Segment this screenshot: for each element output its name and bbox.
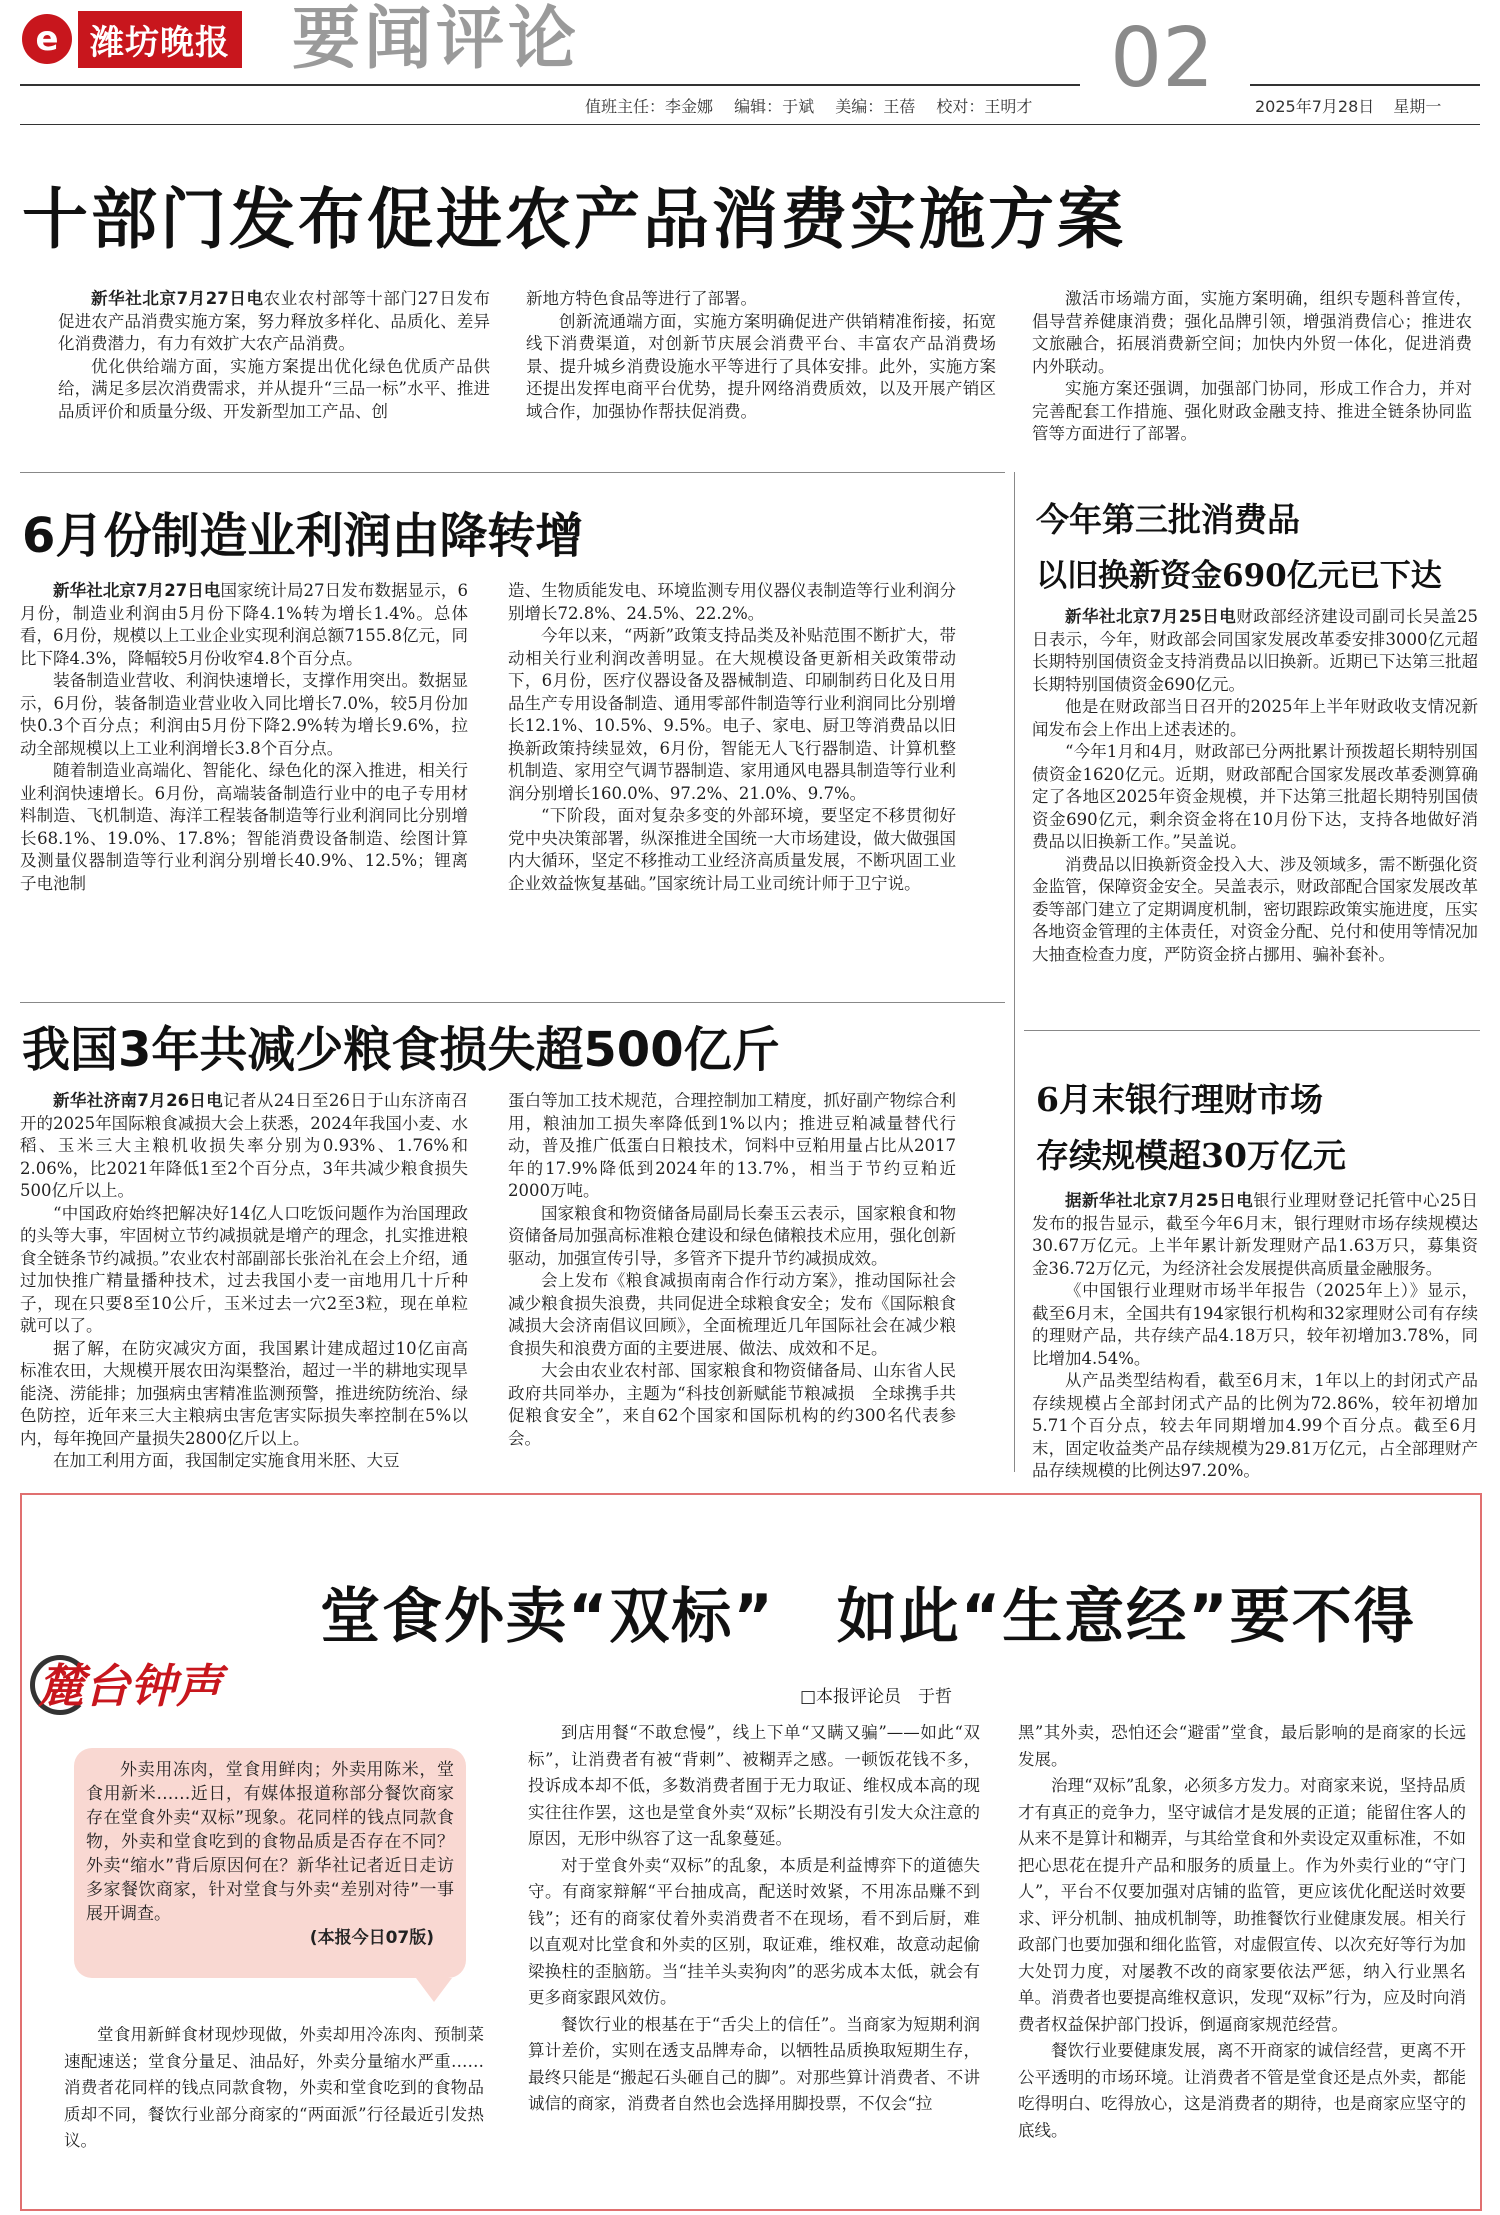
dateline-lead: 新华社济南7月26日电 [53,1091,224,1110]
commentary-col-1 [64,2022,484,2155]
article-1-col-2 [526,288,996,423]
headline-agri-consumption: 十部门发布促进农产品消费实施方案 [22,181,1126,258]
staff-credit: 美编：王蓓 [835,97,916,116]
logo-mark-icon: e [22,14,72,64]
dateline-lead: 新华社北京7月27日电 [53,581,221,600]
article-3-col-2 [508,1090,956,1450]
paragraph: 治理“双标”乱象，必须多方发力。对商家来说，坚持品质才有真正的竞争力，坚守诚信才是发展的正道；能留住客人的从来不是算计和糊弄，与其给堂食和外卖设定双重标准，不如把心思花在提升产品和服务的质量上。作为外卖行业的“守门人”，平台不仅要加强对店铺的监管，更应该优化配送时效要求、评分机制、抽成机制等，助推餐饮行业健康发展。相关行政部门也要加强和细化监管，对虚假宣传、以次充好等行为加大处罚力度，对屡教不改的商家要依法严惩，纳入行业黑名单。消费者也要提高维权意识，发现“双标”行为，应及时向消费者权益保护部门投诉，倒逼商家规范经营。 [1018,1776,1466,2034]
masthead-divider [20,124,1480,125]
issue-date: 2025年7月28日 [1255,97,1375,116]
headline-grain-loss: 我国3年共减少粮食损失超500亿斤 [22,1022,780,1078]
paragraph: 创新流通端方面，实施方案明确促进产供销精准衔接，拓宽线下消费渠道，对创新节庆展会消费平台、丰富农产品消费场景、提升城乡消费设施水平等进行了具体安排。此外，实施方案还提出发挥电商平台优势，提升网络消费质效，以及开展产销区域合作，加强协作帮扶促消费。 [526,311,996,421]
paragraph: 随着制造业高端化、智能化、绿色化的深入推进，相关行业利润快速增长。6月份，高端装备制造行业中的电子专用材料制造、飞机制造、海洋工程装备制造等行业利润同比分别增长68.1%、19.0%、17.8%；智能消费设备制造、绘图计算及测量仪器制造等行业利润分别增长40.9%、12.5%；锂离子电池制 [20,761,468,893]
page-number: 02 [1110,11,1215,106]
headline-trade-in-funds-1: 今年第三批消费品 [1036,500,1300,539]
paragraph: 记者从24日至26日于山东济南召开的2025年国际粮食减损大会上获悉，2024年我国小麦、水稻、玉米三大主粮机收损失率分别为0.93%、1.76%和2.06%，比2021年降低1至2个百分点，3年共减少粮食损失500亿斤以上。 [20,1091,468,1200]
dateline [1255,94,1455,117]
paragraph: “今年1月和4月，财政部已分两批累计预拨超长期特别国债资金1620亿元。近期，财政部配合国家发展改革委测算确定了各地区2025年资金规模，并下达第三批超长期特别国债资金690亿元，剩余资金将在10月份下达，支持各地做好消费品以旧换新工作。”吴盖说。 [1032,742,1478,851]
divider [1024,1030,1480,1031]
article-2-col-2 [508,580,956,895]
paragraph: 激活市场端方面，实施方案明确，组织专题科普宣传，倡导营养健康消费；强化品牌引领，增强消费信心；推进农文旅融合，拓展消费新空间；加快内外贸一体化，促进消费内外联动。 [1032,289,1472,376]
paragraph: 对于堂食外卖“双标”的乱象，本质是利益博弈下的道德失守。有商家辩解“平台抽成高，配送时效紧，不用冻品赚不到钱”；还有的商家仗着外卖消费者不在现场，看不到后厨，难以直观对比堂食和外卖的区别，取证难，维权难，故意动起偷梁换柱的歪脑筋。当“挂羊头卖狗肉”的恶劣成本太低，就会有更多商家跟风效仿。 [528,1855,980,2007]
article-5-body [1032,1190,1478,1483]
paragraph: 餐饮行业的根基在于“舌尖上的信任”。当商家为短期利润算计差价，实则在透支品牌寿命，以牺牲品质换取短期生存，最终只能是“搬起石头砸自己的脚”。对那些算计消费者、不讲诚信的商家，消费者自然也会选择用脚投票，不仅会“拉 [528,2014,980,2113]
paragraph: 新地方特色食品等进行了部署。 [526,289,757,308]
paragraph: 造、生物质能发电、环境监测专用仪器仪表制造等行业利润分别增长72.8%、24.5%、22.2%。 [508,581,956,623]
paragraph: 堂食用新鲜食材现炒现做，外卖却用冷冻肉、预制菜速配速送；堂食分量足、油品好，外卖分量缩水严重……消费者花同样的钱点同款食物，外卖和堂食吃到的食物品质却不同，餐饮行业部分商家的“两面派”行径最近引发热议。 [64,2025,484,2150]
paragraph: 农业农村部等十部门27日发布促进农产品消费实施方案，努力释放多样化、品质化、差异化消费潜力，有力有效扩大农产品消费。 [58,289,490,353]
paragraph: 《中国银行业理财市场半年报告（2025年上）》显示，截至6月末，全国共有194家银行机构和32家理财公司有存续的理财产品，共存续产品4.18万只，较年初增加3.78%，同比增加4.54%。 [1032,1281,1478,1368]
staff-credits [585,94,1048,117]
logo-text: 潍坊晚报 [78,11,242,68]
paragraph: 装备制造业营收、利润快速增长，支撑作用突出。数据显示，6月份，装备制造业营业收入同比增长7.0%，较5月份加快0.3个百分点；利润由5月份下降2.9%转为增长9.6%，拉动全部规模以上工业利润增长3.8个百分点。 [20,671,468,758]
headline-manufacturing-profit: 6月份制造业利润由降转增 [22,508,584,564]
paragraph: 餐饮行业要健康发展，离不开商家的诚信经营，更离不开公平透明的市场环境。让消费者不管是堂食还是点外卖，都能吃得明白、吃得放心，这是消费者的期待，也是商家应坚守的底线。 [1018,2041,1466,2140]
speech-bubble-tail [416,1978,452,2002]
lead-text: 外卖用冻肉，堂食用鲜肉；外卖用陈米，堂食用新米……近日，有媒体报道称部分餐饮商家存在堂食外卖“双标”现象。花同样的钱点同款食物，外卖和堂食吃到的食物品质是否存在不同？外卖“缩水”背后原因何在？新华社记者近日走访多家餐饮商家，针对堂食与外卖“差别对待”一事展开调查。 [86,1760,454,1924]
dateline-lead: 新华社北京7月25日电 [1065,607,1237,626]
paragraph: 蛋白等加工技术规范，合理控制加工精度，抓好副产物综合利用，粮油加工损失率降低到1%以内；推进豆粕减量替代行动，普及推广低蛋白日粮技术，饲料中豆粕用量占比从2017年的17.9%降低到2024年的13.7%，相当于节约豆粕近2000万吨。 [508,1091,956,1200]
paragraph: 从产品类型结构看，截至6月末，1年以上的封闭式产品存续规模占全部封闭式产品的比例为72.86%，较年初增加5.71个百分点，较去年同期增加4.99个百分点。截至6月末，固定收益类产品存续规模为29.81万亿元，占全部理财产品存续规模的比例达97.20%。 [1032,1371,1478,1480]
headline-commentary: 堂食外卖“双标” 如此“生意经”要不得 [320,1582,1416,1652]
staff-credit: 值班主任：李金娜 [585,97,714,116]
article-2-col-1 [20,580,468,895]
dateline-lead: 新华社北京7月27日电 [91,289,264,308]
paragraph: 会上发布《粮食减损南南合作行动方案》，推动国际社会减少粮食损失浪费，共同促进全球粮食安全；发布《国际粮食减损大会济南倡议回顾》，全面梳理近几年国际社会在减少粮食损失和浪费方面的主要进展、做法、成效和不足。 [508,1271,956,1358]
paragraph: 国家统计局27日发布数据显示，6月份，制造业利润由5月份下降4.1%转为增长1.4%。总体看，6月份，规模以上工业企业实现利润总额7155.8亿元，同比下降4.3%，降幅较5月份收窄4.8个百分点。 [20,581,468,668]
paragraph: 财政部经济建设司副司长吴盖25日表示，今年，财政部会同国家发展改革委安排3000亿元超长期特别国债资金支持消费品以旧换新。近期已下达第三批超长期特别国债资金690亿元。 [1032,607,1478,694]
divider [20,1002,1005,1003]
article-1-col-1 [58,288,490,423]
staff-credit: 编辑：于斌 [734,97,815,116]
paragraph: 据了解，在防灾减灾方面，我国累计建成超过10亿亩高标准农田，大规模开展农田沟渠整治，超过一半的耕地实现旱能浇、涝能排；加强病虫害精准监测预警，推进统防统治、绿色防控，近年来三大主粮病虫害危害实际损失率控制在5%以内，每年挽回产量损失2800亿斤以上。 [20,1338,468,1448]
masthead-rule-right [1250,84,1480,86]
column-divider [1014,472,1015,1472]
headline-wealth-mgmt-1: 6月末银行理财市场 [1036,1080,1323,1119]
section-title: 要闻评论 [292,0,581,79]
commentary-col-3 [1018,1720,1466,2144]
paragraph: 到店用餐“不敢怠慢”，线上下单“又瞒又骗”——如此“双标”，让消费者有被“背刺”、被糊弄之感。一顿饭花钱不多，投诉成本却不低，多数消费者囿于无力取证、维权成本高的现实往往作罢，这也是堂食外卖“双标”长期没有引发大众注意的原因，无形中纵容了这一乱象蔓延。 [528,1723,980,1848]
column-logo: 麓台钟声 [38,1659,222,1713]
lead-source: (本报今日07版) [309,1928,434,1948]
issue-weekday: 星期一 [1393,97,1442,116]
article-1-col-3 [1032,288,1472,446]
commentary-byline: □本报评论员 于哲 [800,1687,953,1707]
masthead-rule [20,84,1080,86]
newspaper-logo [22,6,242,72]
paragraph: 实施方案还强调，加强部门协同，形成工作合力，并对完善配套工作措施、强化财政金融支持、推进全链条协同监管等方面进行了部署。 [1032,379,1472,443]
paragraph: 优化供给端方面，实施方案提出优化绿色优质产品供给，满足多层次消费需求，并从提升“三品一标”水平、推进品质评价和质量分级、开发新型加工产品、创 [58,356,490,421]
staff-credit: 校对：王明才 [936,97,1033,116]
paragraph: 他是在财政部当日召开的2025年上半年财政收支情况新闻发布会上作出上述表述的。 [1032,697,1478,739]
article-3-col-1 [20,1090,468,1473]
paragraph: 国家粮食和物资储备局副局长秦玉云表示，国家粮食和物资储备局加强高标准粮仓建设和绿色储粮技术应用，强化创新驱动，加强宣传引导，多管齐下提升节约减损成效。 [508,1203,956,1268]
paragraph: 今年以来，“两新”政策支持品类及补贴范围不断扩大，带动相关行业利润改善明显。在大规模设备更新相关政策带动下，6月份，医疗仪器设备及器械制造、印刷制药日化及日用品生产专用设备制造、通用零部件制造等行业利润同比分别增长12.1%、10.5%、9.5%。电子、家电、厨卫等消费品以旧换新政策持续显效，6月份，智能无人飞行器制造、计算机整机制造、家用空气调节器制造、家用通风电器具制造等行业利润分别增长160.0%、97.2%、21.0%、9.7%。 [508,626,956,803]
paragraph: 消费品以旧换新资金投入大、涉及领域多，需不断强化资金监管，保障资金安全。吴盖表示，财政部配合国家发展改革委等部门建立了定期调度机制，密切跟踪政策实施进度，压实各地资金管理的主体责任，对资金分配、兑付和使用等情况加大抽查检查力度，严防资金挤占挪用、骗补套补。 [1032,854,1478,964]
commentary-lead-box [74,1748,466,1978]
paragraph: “中国政府始终把解决好14亿人口吃饭问题作为治国理政的头等大事，牢固树立节约减损就是增产的理念，扎实推进粮食全链条节约减损。”农业农村部副部长张治礼在会上介绍，通过加快推广精量播种技术，过去我国小麦一亩地用几十斤种子，现在只要8至10公斤，玉米过去一穴2至3粒，现在单粒就可以了。 [20,1203,468,1335]
paragraph: “下阶段，面对复杂多变的外部环境，要坚定不移贯彻好党中央决策部署，纵深推进全国统一大市场建设，做大做强国内大循环，坚定不移推动工业经济高质量发展，不断巩固工业企业效益恢复基础。”国家统计局工业司统计师于卫宁说。 [508,806,956,893]
divider [20,472,1005,473]
paragraph: 黑”其外卖，恐怕还会“避雷”堂食，最后影响的是商家的长远发展。 [1018,1723,1466,1769]
headline-trade-in-funds-2: 以旧换新资金690亿元已下达 [1036,558,1442,594]
paragraph: 大会由农业农村部、国家粮食和物资储备局、山东省人民政府共同举办，主题为“科技创新赋能节粮减损 全球携手共促粮食安全”，来自62个国家和国际机构的约300名代表参会。 [508,1361,956,1448]
paragraph: 银行业理财登记托管中心25日发布的报告显示，截至今年6月末，银行理财市场存续规模达30.67万亿元。上半年累计新发理财产品1.63万只，募集资金36.72万亿元，为经济社会发展提供高质量金融服务。 [1032,1191,1478,1278]
headline-wealth-mgmt-2: 存续规模超30万亿元 [1036,1136,1346,1175]
paragraph: 在加工利用方面，我国制定实施食用米胚、大豆 [53,1451,400,1470]
commentary-col-2 [528,1720,980,2118]
dateline-lead: 据新华社北京7月25日电 [1065,1191,1254,1210]
article-4-body [1032,606,1478,966]
